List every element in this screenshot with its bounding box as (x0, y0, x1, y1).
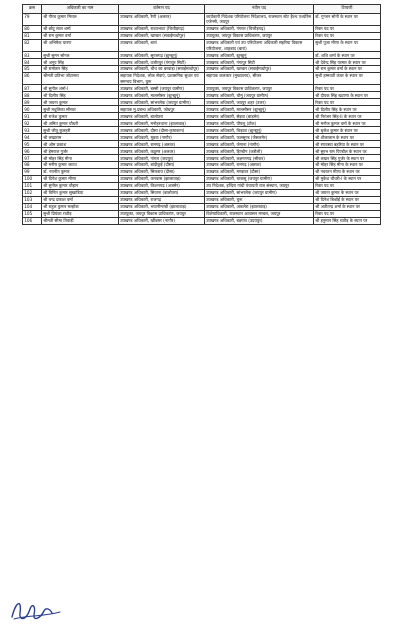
officer-name-cell: सुश्री सुमन सोनल (42, 52, 119, 59)
officer-name-cell: श्री राहुल कुमार मल्होत्रा (42, 204, 119, 211)
remark-cell: श्री दिनेश बिश्नोई के स्थान पर (314, 197, 381, 204)
new-post-cell: सहायक कलक्टर (मुख्यालय), सीकर (205, 73, 314, 85)
serial-cell: 86 (23, 73, 42, 85)
new-post-cell: उपखण्ड अधिकारी, गंगरार (चित्तौड़गढ़) (205, 25, 314, 32)
current-post-cell: उपखण्ड अधिकारी, खण्डार (सवाईमाधोपुर) (119, 32, 205, 39)
serial-cell: 88 (23, 92, 42, 99)
serial-cell: 105 (23, 210, 42, 217)
officer-name-cell: श्रीमती सीमा तिवाड़ी (42, 217, 119, 224)
serial-cell: 103 (23, 197, 42, 204)
new-post-cell: उपायुक्त, जयपुर विकास प्राधिकरण, जयपुर (205, 32, 314, 39)
new-post-cell: उपखण्ड अधिकारी, पीपलू (टोंक) (205, 120, 314, 127)
serial-cell: 99 (23, 169, 42, 176)
serial-cell: 89 (23, 99, 42, 106)
officer-name-cell: श्री विनित कुमार सुखाडिया (42, 190, 119, 197)
serial-cell: 106 (23, 217, 42, 224)
header-serial: क्रस (23, 5, 42, 14)
remark-cell: डॉ. गुन्जन सोनी के स्थान पर (314, 13, 381, 25)
officer-name-cell: श्री जयन्त कुमार (42, 99, 119, 106)
officer-name-cell: श्री हेमराज गुर्जर (42, 148, 119, 155)
officer-name-cell: श्री लखाराम (42, 134, 119, 141)
serial-cell: 93 (23, 127, 42, 134)
officer-name-cell: श्रीमती प्रतिभा जोटासरा (42, 73, 119, 85)
table-row (23, 120, 381, 127)
new-post-cell: उपखण्ड अधिकारी, रामगढ़ (अलवर) (205, 162, 314, 169)
serial-cell: 98 (23, 162, 42, 169)
serial-cell: 83 (23, 52, 42, 59)
current-post-cell: उपायुक्त, जयपुर विकास प्राधिकरण, जयपुर (119, 210, 205, 217)
table-row (23, 148, 381, 155)
serial-cell: 102 (23, 190, 42, 197)
new-post-cell: उपखण्ड अधिकारी एवं उप परियोजना अधिकारी सहरिया विकास परियोजना, शाहबाद (बारां) (205, 39, 314, 51)
officer-name-cell: सुश्री मधुलिका सीरवर (42, 106, 119, 113)
current-post-cell: उपखण्ड अधिकारी, सिकराय (दौसा) (119, 169, 205, 176)
current-post-cell: सहायक मु.प्रबन्ध अधिकारी, जोधपुर (119, 106, 205, 113)
remark-cell: सुश्री हम्मवती कंवर के स्थान पर (314, 73, 381, 85)
remark-cell: श्री शीलालाम के स्थान पर (314, 134, 381, 141)
current-post-cell: उपखण्ड अधिकारी, बारां (119, 39, 205, 51)
table-row (23, 32, 381, 39)
serial-cell: 91 (23, 113, 42, 120)
table-row (23, 190, 381, 197)
signature (8, 595, 64, 625)
new-post-cell: उपखण्ड अधिकारी, बड़गांव (उदयपुर) (205, 217, 314, 224)
new-post-cell: विशेषाधिकारी, राजस्थान आवासन मण्डल, जयपुर (205, 210, 314, 217)
current-post-cell: उपखण्ड अधिकारी, सूरजगढ़ (झुन्झुनूं) (119, 52, 205, 59)
current-post-cell: उपखण्ड अधिकारी, कनवास (झालावाड़) (119, 176, 205, 183)
remark-cell: श्री राम कुमार वर्मा के स्थान पर (314, 66, 381, 73)
header-new-post: नवीन पद (205, 5, 314, 14)
new-post-cell: उपखण्ड अधिकारी, चाकसू (जयपुर ग्रामीण) (205, 176, 314, 183)
table-row (23, 92, 381, 99)
table-row (23, 155, 381, 162)
table-row (23, 13, 381, 25)
serial-cell: 101 (23, 183, 42, 190)
officer-name-cell: श्री दिलीप सिंह (42, 92, 119, 99)
table-row (23, 183, 381, 190)
officer-name-cell: श्री मनीष कुमार जाटव (42, 162, 119, 169)
current-post-cell: उपखण्ड अधिकारी, मनोहरथाना (झालावाड़) (119, 120, 205, 127)
table-row (23, 127, 381, 134)
remark-cell: रिक्त पद पर (314, 25, 381, 32)
serial-cell: 87 (23, 85, 42, 92)
header-current-post: वर्तमान पद (119, 5, 205, 14)
table-row (23, 169, 381, 176)
table-row (23, 39, 381, 51)
table-header-row (23, 5, 381, 14)
remark-cell: श्री मनोज कुमार वर्मा के स्थान पर (314, 120, 381, 127)
officer-name-cell: श्री दिनेश कुमार मीणा (42, 176, 119, 183)
officer-name-cell: डॉ. नवनीत कुमार (42, 169, 119, 176)
serial-cell: 90 (23, 106, 42, 113)
remark-cell: श्री दीपक सिंह खटाणा के स्थान पर (314, 92, 381, 99)
current-post-cell: उपखण्ड अधिकारी, किशनगढ़ (अजमेर) (119, 183, 205, 190)
officer-name-cell: सुश्री प्रियंका राठौड़ (42, 210, 119, 217)
remark-cell: सुश्री पूजा मीणा के स्थान पर (314, 39, 381, 51)
current-post-cell: उपखण्ड अधिकारी, बालोतरा (119, 113, 205, 120)
current-post-cell: उपखण्ड अधिकारी, खींवसर (नागौर) (119, 217, 205, 224)
remark-cell: रिक्त पद पर (314, 32, 381, 39)
new-post-cell: उपखण्ड अधिकारी, चौमूं (जयपुर ग्रामीण) (205, 92, 314, 99)
serial-cell: 80 (23, 25, 42, 32)
table-row (23, 52, 381, 59)
serial-cell: 81 (23, 32, 42, 39)
serial-cell: 84 (23, 59, 42, 66)
new-post-cell: उपखण्ड अधिकारी, मालसीसर (झुन्झुनूं) (205, 106, 314, 113)
remark-cell: डॉ. शशि शर्मा के स्थान पर (314, 52, 381, 59)
remark-cell: श्री लखन सिंह गुर्जर के स्थान पर (314, 155, 381, 162)
transfer-order-document (22, 4, 380, 225)
current-post-cell: उपखण्ड अधिकारी, रामगढ़ (अलवर) (119, 141, 205, 148)
new-post-cell: उपखण्ड अधिकारी, सेड़वा (बाड़मेर) (205, 113, 314, 120)
officer-name-cell: श्री अनूप सिंह (42, 59, 119, 66)
current-post-cell: उपखण्ड अधिकारी, सांभरलेक (जयपुर ग्रामीण) (119, 99, 205, 106)
serial-cell: 95 (23, 141, 42, 148)
current-post-cell: उपखण्ड अधिकारी, भवानीमण्डी (झालावाड़) (119, 204, 205, 211)
serial-cell: 104 (23, 204, 42, 211)
table-row (23, 106, 381, 113)
officer-name-cell: श्री छोटू लाल शर्मा (42, 25, 119, 32)
new-post-cell: उपखण्ड अधिकारी, लक्ष्मणगढ़ (सीकर) (205, 155, 314, 162)
header-officer-name: अधिकारी का नाम (42, 5, 119, 14)
new-post-cell: उपखण्ड अधिकारी, खण्डार (सवाईमाधोपुर) (205, 66, 314, 73)
header-remark: टिप्पणी (314, 5, 381, 14)
current-post-cell: उपखण्ड अधिकारी, वजीरपुर (गंगापुर सिटी) (119, 59, 205, 66)
officer-name-cell: श्री सुनील कुमार चौहान (42, 183, 119, 190)
remark-cell: श्री देवेन्द्र सिंह परमार के स्थान पर (314, 59, 381, 66)
remark-cell: श्री बृजेश कुमार के स्थान पर (314, 127, 381, 134)
new-post-cell: उपखण्ड अधिकारी, जयपुर शहर (उत्तर) (205, 99, 314, 106)
remark-cell: श्री हनुमान सिंह राठौड़ के स्थान पर (314, 217, 381, 224)
table-row (23, 99, 381, 106)
table-row (23, 204, 381, 211)
serial-cell: 96 (23, 148, 42, 155)
new-post-cell: उपखण्ड अधिकारी, झुन्झुनूं (205, 52, 314, 59)
new-post-cell: उप निदेशक, इन्दिरा गांधी पंचायती राज संस्थान, जयपुर (205, 183, 314, 190)
serial-cell: 85 (23, 66, 42, 73)
table-row (23, 217, 381, 224)
new-post-cell: उपखण्ड अधिकारी, जेगाना (नागौर) (205, 141, 314, 148)
current-post-cell: उपखण्ड अधिकारी, बस्सी (जयपुर ग्रामीण) (119, 85, 205, 92)
new-post-cell: उपायुक्त, जयपुर विकास प्राधिकरण, जयपुर (205, 85, 314, 92)
table-row (23, 59, 381, 66)
current-post-cell: उपखण्ड अधिकारी, राजगढ़ (119, 197, 205, 204)
current-post-cell: उपखण्ड अधिकारी, मूडवा (नागौर) (119, 134, 205, 141)
new-post-cell: उपखण्ड अधिकारी, मण्डावर (दौसा) (205, 169, 314, 176)
serial-cell: 79 (23, 13, 42, 25)
remark-cell: श्री रणवस्वा बहरिया के स्थान पर (314, 141, 381, 148)
remark-cell: श्री मुकेश चौधरी-I के स्थान पर (314, 176, 381, 183)
serial-cell: 97 (23, 155, 42, 162)
remark-cell: रिक्त पद पर (314, 210, 381, 217)
officer-name-cell: श्री रामोतार सिंह (42, 66, 119, 73)
table-row (23, 25, 381, 32)
remark-cell: रिक्त पद पर (314, 183, 381, 190)
new-post-cell: उपखण्ड अधिकारी, अकलेरा (झालावाड़) (205, 204, 314, 211)
new-post-cell: उपखण्ड अधिकारी, सांभरलेक (जयपुर ग्रामीण) (205, 190, 314, 197)
new-post-cell: उपखण्ड अधिकारी, गंगापुर सिटी (205, 59, 314, 66)
serial-cell: 94 (23, 134, 42, 141)
remark-cell: श्री जयन्त कुमार के स्थान पर (314, 190, 381, 197)
officer-name-cell: श्री मोहर सिंह मीना (42, 155, 119, 162)
current-post-cell: सहायक निदेशक, लोक सेवाएं, प्रशासनिक सुधार एवं समन्वय विभाग, चुरू (119, 73, 205, 85)
current-post-cell: उपखण्ड अधिकारी, दौसा (दौसा-कृषाकान) (119, 127, 205, 134)
table-row (23, 113, 381, 120)
table-row (23, 85, 381, 92)
remark-cell: रिक्त पद पर (314, 85, 381, 92)
table-row (23, 134, 381, 141)
current-post-cell: उपखण्ड अधिकारी, नांगल (जयपुर) (119, 155, 205, 162)
current-post-cell: उपखण्ड अधिकारी, कठूमर (अलवर) (119, 148, 205, 155)
table-row (23, 162, 381, 169)
serial-cell: 92 (23, 120, 42, 127)
remark-cell: श्री सुरभ राम पिण्डौल के स्थान पर (314, 148, 381, 155)
officer-name-cell: श्री ओम प्रकाश (42, 141, 119, 148)
table-row (23, 197, 381, 204)
current-post-cell: उपखण्ड अधिकारी, रैणी (अलवर) (119, 13, 205, 25)
new-post-cell: उपखण्ड अधिकारी, फलसूण्ड (जैसलमेर) (205, 134, 314, 141)
current-post-cell: उपखण्ड अधिकारी, सिवाना (बालोतरा) (119, 190, 205, 197)
table-row (23, 73, 381, 85)
new-post-cell: उपखण्ड अधिकारी, चिड़ावा (झुन्झुनूं) (205, 127, 314, 134)
remark-cell: रिक्त पद पर (314, 99, 381, 106)
table-row (23, 176, 381, 183)
remark-cell: श्री निरंजन सिंह-II के स्थान पर (314, 113, 381, 120)
remark-cell: श्री नवरतन मीणा के स्थान पर (314, 169, 381, 176)
current-post-cell: उपखण्ड अधिकारी, मालसीसर (झुन्झुनूं) (119, 92, 205, 99)
officer-name-cell: श्री अमित कुमार चौधरी (42, 120, 119, 127)
table-row (23, 210, 381, 217)
remark-cell: श्री मोहर सिंह मीना के स्थान पर (314, 162, 381, 169)
officer-name-cell: श्री राजेश कुमार (42, 113, 119, 120)
serial-cell: 100 (23, 176, 42, 183)
remark-cell: श्री अतीतन्द्र शर्मा के स्थान पर (314, 204, 381, 211)
officer-name-cell: सुश्री जीतू कुलहरी (42, 127, 119, 134)
officer-name-cell: श्री सुनील शर्मा-I (42, 85, 119, 92)
remark-cell: श्री दिलीप सिंह के स्थान पर (314, 106, 381, 113)
officer-name-cell: श्री चन्द्र प्रकाश वर्मा (42, 197, 119, 204)
current-post-cell: उपखण्ड अधिकारी, रावतभाटा (चित्तौड़गढ़) (119, 25, 205, 32)
transfer-table (22, 4, 381, 225)
officer-name-cell: श्री गौरव कुमार मित्तल (42, 13, 119, 25)
current-post-cell: उपखण्ड अधिकारी, चौथ का बरवाड़ा (सवाईमाधोपुर) (119, 66, 205, 73)
new-post-cell: उपखण्ड अधिकारी, चुरू (205, 197, 314, 204)
officer-name-cell: श्री राम कुमार वर्मा (42, 32, 119, 39)
new-post-cell: उपखण्ड अधिकारी, हिण्डौन (करौली) (205, 148, 314, 155)
table-row (23, 66, 381, 73)
officer-name-cell: श्री अभिषेक चारण (42, 39, 119, 51)
serial-cell: 82 (23, 39, 42, 51)
new-post-cell: कार्यकारी निदेशक परियोजना निदेशालय, राजस्थान स्टेट हैल्थ एश्योरेंस एजेन्सी, जयपुर (205, 13, 314, 25)
current-post-cell: उपखण्ड अधिकारी, बांदीकुई (दौसा) (119, 162, 205, 169)
table-row (23, 141, 381, 148)
